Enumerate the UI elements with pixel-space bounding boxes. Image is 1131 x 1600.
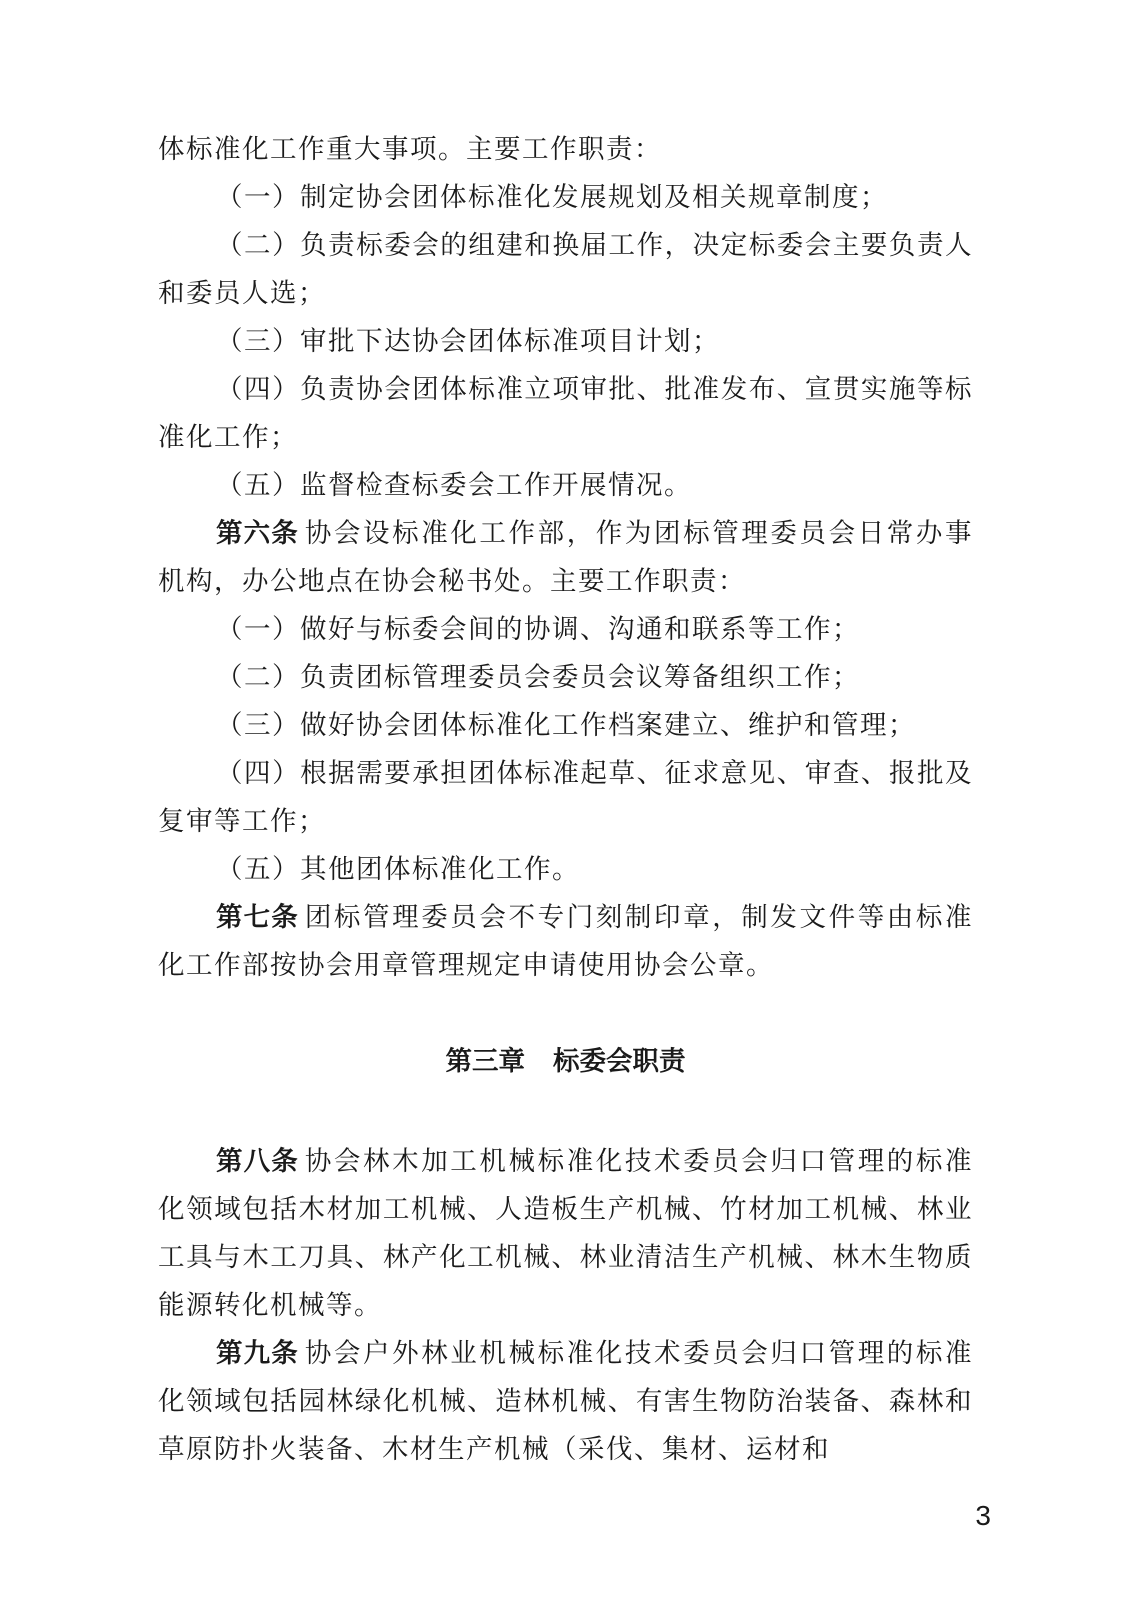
article-number: 第七条	[216, 902, 299, 933]
article-6	[158, 510, 973, 606]
article-9	[158, 1330, 973, 1474]
article-7	[158, 894, 973, 990]
list-item: （一）做好与标委会间的协调、沟通和联系等工作；	[216, 614, 860, 645]
chapter-title: 标委会职责	[553, 1046, 686, 1077]
chapter-heading	[158, 1038, 973, 1086]
list-item: （一）制定协会团体标准化发展规划及相关规章制度；	[216, 182, 888, 213]
list-item: （三）做好协会团体标准化工作档案建立、维护和管理；	[216, 710, 916, 741]
document-body	[158, 126, 973, 1474]
article-number: 第八条	[216, 1146, 299, 1177]
article-text: 协会设标准化工作部，作为团标管理委员会日常办事机构，办公地点在协会秘书处。主要工作职责：	[158, 518, 974, 597]
article-8	[158, 1138, 973, 1330]
list-item: （五）其他团体标准化工作。	[216, 854, 580, 885]
page-number: 3	[975, 1500, 991, 1531]
list-item: （四）负责协会团体标准立项审批、批准发布、宣贯实施等标准化工作；	[158, 374, 973, 453]
chapter-number: 第三章	[445, 1046, 525, 1077]
article-number: 第九条	[216, 1338, 299, 1369]
list-item: （三）审批下达协会团体标准项目计划；	[216, 326, 720, 357]
article-text: 协会户外林业机械标准化技术委员会归口管理的标准化领域包括园林绿化机械、造林机械、有害生物防治装备、森林和草原防扑火装备、木材生产机械（采伐、集材、运材和	[158, 1338, 974, 1465]
article-text: 协会林木加工机械标准化技术委员会归口管理的标准化领域包括木材加工机械、人造板生产机械、竹材加工机械、林业工具与木工刀具、林产化工机械、林业清洁生产机械、林木生物质能源转化机械等。	[158, 1146, 974, 1321]
paragraph: 体标准化工作重大事项。主要工作职责：	[158, 134, 662, 165]
list-item: （二）负责标委会的组建和换届工作，决定标委会主要负责人和委员人选；	[158, 230, 973, 309]
list-item: （二）负责团标管理委员会委员会议筹备组织工作；	[216, 662, 860, 693]
article-number: 第六条	[216, 518, 299, 549]
list-item: （五）监督检查标委会工作开展情况。	[216, 470, 692, 501]
list-item: （四）根据需要承担团体标准起草、征求意见、审查、报批及复审等工作；	[158, 758, 973, 837]
article-text: 团标管理委员会不专门刻制印章，制发文件等由标准化工作部按协会用章管理规定申请使用协会公章。	[158, 902, 974, 981]
